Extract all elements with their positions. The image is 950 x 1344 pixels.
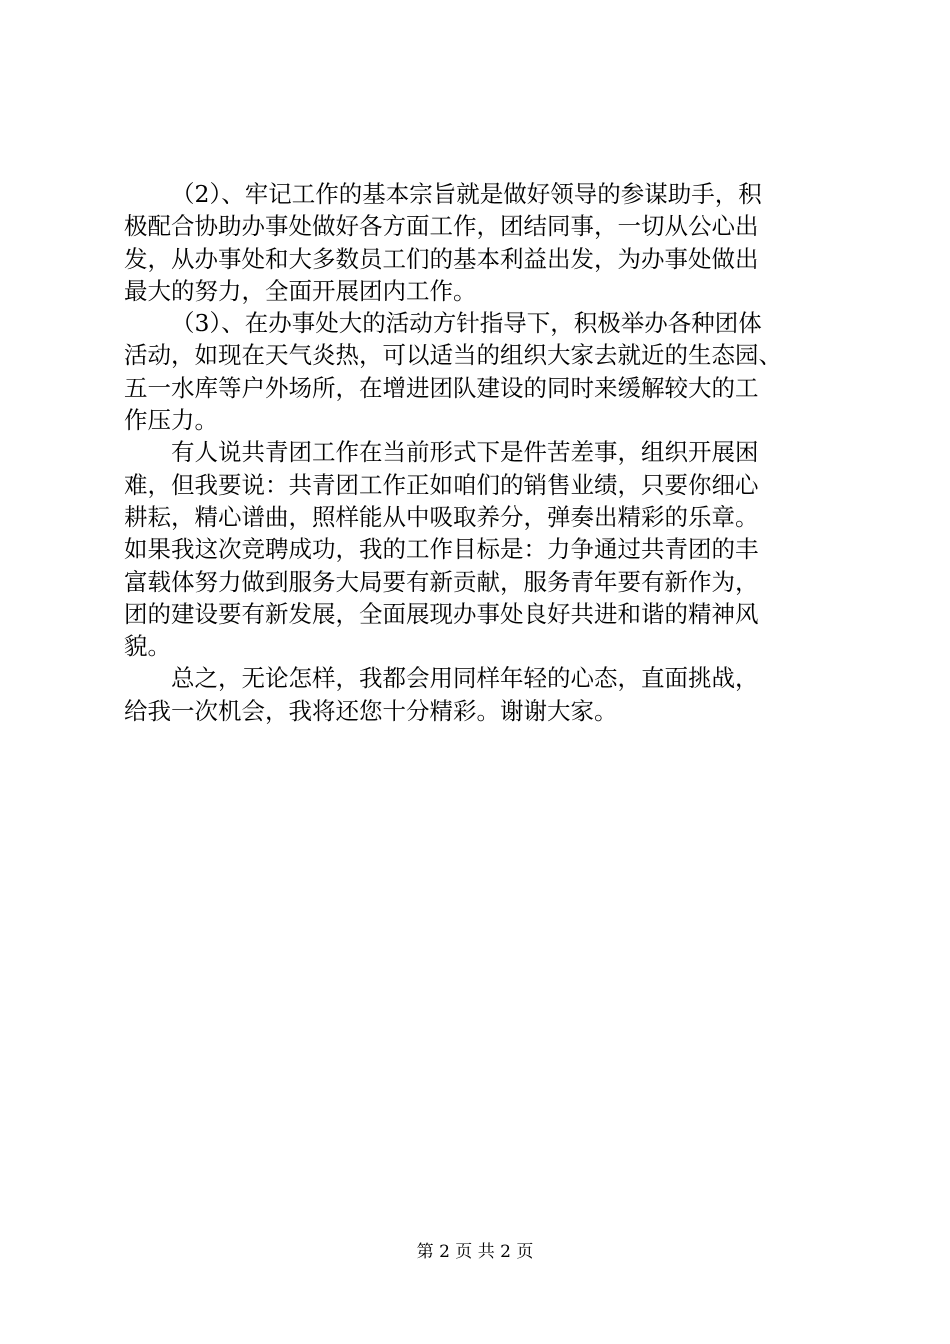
page-number-label: 第 2 页 共 2 页 [416,1242,534,1262]
text-line: （3）、在办事处大的活动方针指导下，积极举办各种团体 [171,309,762,338]
page-footer [0,1241,950,1263]
document-body [124,178,836,727]
paragraph-work-goals [124,436,836,662]
text-line: （2）、牢记工作的基本宗旨就是做好领导的参谋助手，积 [171,180,762,208]
text-line: 最大的努力，全面开展团内工作。 [124,276,477,305]
paragraph-point-3 [124,307,836,436]
text-line: 团的建设要有新发展，全面展现办事处良好共进和谐的精神风 [124,599,759,628]
text-line: 活动，如现在天气炎热，可以适当的组织大家去就近的生态园、 [124,341,782,370]
text-line: 貌。 [124,632,171,661]
text-line: 如果我这次竞聘成功，我的工作目标是：力争通过共青团的丰 [124,535,759,564]
paragraph-conclusion [124,662,836,727]
text-line: 总之，无论怎样，我都会用同样年轻的心态，直面挑战， [171,664,759,693]
text-line: 有人说共青团工作在当前形式下是件苦差事，组织开展困 [171,438,759,467]
text-line: 给我一次机会，我将还您十分精彩。谢谢大家。 [124,696,618,725]
text-line: 耕耘，精心谱曲，照样能从中吸取养分，弹奏出精彩的乐章。 [124,502,759,531]
text-line: 五一水库等户外场所，在增进团队建设的同时来缓解较大的工 [124,373,759,402]
text-line: 发，从办事处和大多数员工们的基本利益出发，为办事处做出 [124,244,759,273]
text-line: 极配合协助办事处做好各方面工作，团结同事，一切从公心出 [124,212,759,241]
paragraph-point-2 [124,178,836,307]
text-line: 难，但我要说：共青团工作正如咱们的销售业绩，只要你细心 [124,470,759,499]
text-line: 富载体努力做到服务大局要有新贡献，服务青年要有新作为， [124,567,759,596]
text-line: 作压力。 [124,406,218,435]
